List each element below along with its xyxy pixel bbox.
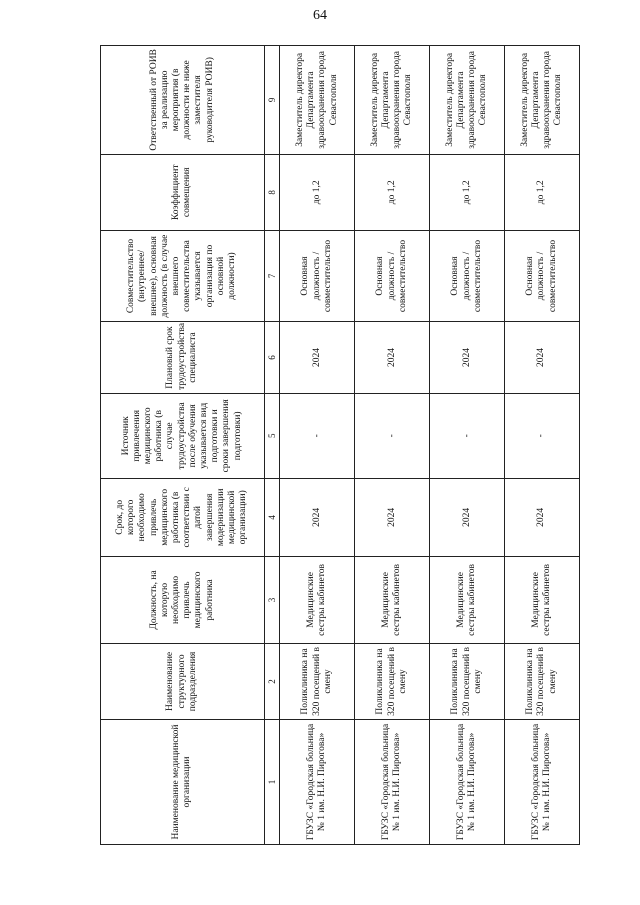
table-cell: 2024 (280, 478, 355, 556)
table-cell: 2024 (505, 478, 580, 556)
header-cell: Наименование медицинской организации (101, 720, 265, 845)
table-cell: Медицинские сестры кабинетов (280, 556, 355, 643)
rotated-table-container (100, 45, 580, 845)
table-cell: Поликлиника на 320 посещений в смену (430, 643, 505, 719)
table-cell: Поликлиника на 320 посещений в смену (505, 643, 580, 719)
table-cell: Основная должность / совместительство (505, 230, 580, 321)
table-cell: Поликлиника на 320 посещений в смену (280, 643, 355, 719)
column-number-row (264, 46, 280, 845)
staffing-table (100, 45, 580, 845)
table-cell: до 1,2 (430, 154, 505, 230)
table-cell: 2024 (430, 322, 505, 394)
table-row (280, 46, 355, 845)
table-cell: Медицинские сестры кабинетов (355, 556, 430, 643)
table-cell: 2024 (505, 322, 580, 394)
column-number: 6 (264, 322, 280, 394)
table-cell: Заместитель директора Департамента здравоохранения города Севастополя (280, 46, 355, 155)
header-cell: Совместительство (внутреннее/внешнее), основная должность (в случае внешнего совместительства указывается организация по основной должности) (101, 230, 265, 321)
table-cell: - (430, 393, 505, 478)
column-number: 9 (264, 46, 280, 155)
column-number: 5 (264, 393, 280, 478)
header-cell: Коэффициент совмещения (101, 154, 265, 230)
column-number: 3 (264, 556, 280, 643)
table-cell: Основная должность / совместительство (355, 230, 430, 321)
table-cell: 2024 (280, 322, 355, 394)
table-cell: Основная должность / совместительство (430, 230, 505, 321)
column-number: 8 (264, 154, 280, 230)
table-cell: Заместитель директора Департамента здравоохранения города Севастополя (505, 46, 580, 155)
column-number: 1 (264, 720, 280, 845)
table-cell: ГБУЗС «Городская больница № 1 им. Н.И. Пирогова» (355, 720, 430, 845)
table-cell: до 1,2 (505, 154, 580, 230)
table-cell: Медицинские сестры кабинетов (430, 556, 505, 643)
table-row (430, 46, 505, 845)
page-number: 64 (313, 8, 327, 23)
column-number: 2 (264, 643, 280, 719)
header-cell: Плановый срок трудоустройства специалиста (101, 322, 265, 394)
column-number: 7 (264, 230, 280, 321)
column-number: 4 (264, 478, 280, 556)
header-cell: Ответственный от РОИВ за реализацию мероприятия (в должности не ниже заместителя руководителя РОИВ) (101, 46, 265, 155)
table-cell: - (355, 393, 430, 478)
table-cell: - (280, 393, 355, 478)
table-cell: Основная должность / совместительство (280, 230, 355, 321)
table-cell: - (505, 393, 580, 478)
table-cell: 2024 (430, 478, 505, 556)
table-cell: ГБУЗС «Городская больница № 1 им. Н.И. Пирогова» (505, 720, 580, 845)
header-cell: Наименование структурного подразделения (101, 643, 265, 719)
table-cell: Заместитель директора Департамента здравоохранения города Севастополя (355, 46, 430, 155)
table-row (355, 46, 430, 845)
table-row (505, 46, 580, 845)
table-cell: ГБУЗС «Городская больница № 1 им. Н.И. Пирогова» (430, 720, 505, 845)
table-cell: Медицинские сестры кабинетов (505, 556, 580, 643)
header-cell: Срок, до которого необходимо привлечь медицинского работника (в соответствии с датой завершения модернизации медицинской организации) (101, 478, 265, 556)
table-cell: Заместитель директора Департамента здравоохранения города Севастополя (430, 46, 505, 155)
table-header-row (101, 46, 265, 845)
table-cell: до 1,2 (280, 154, 355, 230)
header-cell: Источник привлечения медицинского работника (в случае трудоустройства после обучения указывается вид подготовки и сроки завершения подготовки) (101, 393, 265, 478)
table-cell: ГБУЗС «Городская больница № 1 им. Н.И. Пирогова» (280, 720, 355, 845)
table-cell: до 1,2 (355, 154, 430, 230)
table-cell: Поликлиника на 320 посещений в смену (355, 643, 430, 719)
table-cell: 2024 (355, 322, 430, 394)
header-cell: Должность, на которую необходимо привлечь медицинского работника (101, 556, 265, 643)
table-cell: 2024 (355, 478, 430, 556)
